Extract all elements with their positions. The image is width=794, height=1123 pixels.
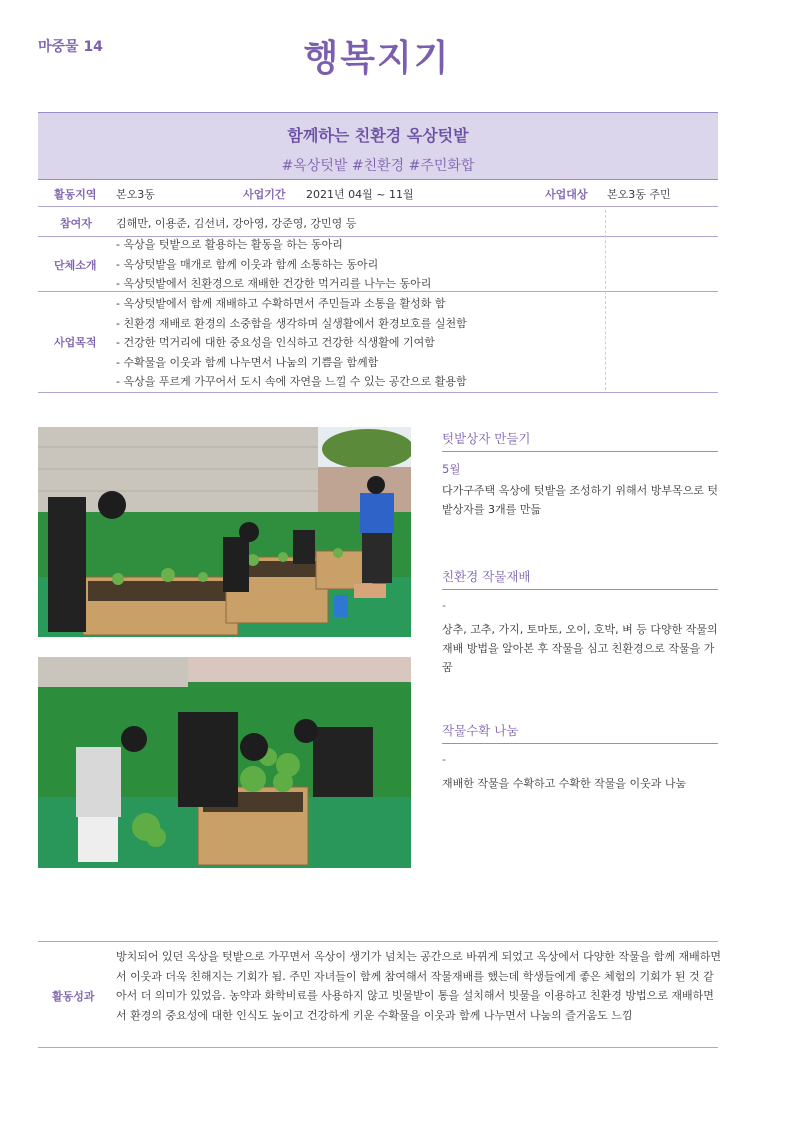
project-header	[38, 112, 718, 180]
target-label: 사업대상	[545, 188, 588, 201]
table-divider	[38, 392, 718, 393]
intro-line: - 옥상텃밭에서 친환경으로 재배한 건강한 먹거리를 나누는 동아리	[116, 277, 432, 290]
photo-crop-cultivation	[38, 657, 411, 868]
table-divider	[38, 291, 718, 292]
result-label: 활동성과	[52, 990, 95, 1003]
purpose-line: - 수확물을 이웃과 함께 나누면서 나눔의 기쁨을 함께함	[116, 355, 379, 369]
activity-rule	[442, 743, 718, 744]
result-divider-bottom	[38, 1047, 718, 1048]
intro-label: 단체소개	[54, 259, 97, 272]
activity-rule	[442, 451, 718, 452]
purpose-line: - 친환경 재배로 환경의 소중함을 생각하며 실생활에서 환경보호를 실천함	[116, 316, 467, 330]
photo-planter-boxes	[38, 427, 411, 637]
participants-value: 김해만, 이용준, 김선녀, 강아영, 강준영, 강민영 등	[116, 217, 357, 230]
intro-list	[116, 235, 431, 294]
activity-text: 상추, 고추, 가지, 토마토, 오이, 호박, 벼 등 다양한 작물의 재배 방법을 알아본 후 작물을 심고 친환경으로 작물을 가꿈	[442, 623, 718, 674]
activity-title: 텃밭상자 만들기	[442, 431, 531, 446]
project-title: 함께하는 친환경 옥상텃밭	[287, 126, 469, 145]
page-number: 마중물 14	[38, 39, 103, 55]
intro-line: - 옥상텃밭을 매개로 함께 이웃과 함께 소통하는 동아리	[116, 257, 379, 271]
purpose-line: - 옥상을 푸르게 가꾸어서 도시 속에 자연을 느낄 수 있는 공간으로 활용함	[116, 375, 467, 388]
activity-sub: 5월	[442, 462, 461, 476]
activity-title: 친환경 작물재배	[442, 569, 531, 584]
target-value: 본오3동 주민	[607, 188, 671, 201]
purpose-label: 사업목적	[54, 336, 97, 349]
project-hashtags: #옥상텃밭 #친환경 #주민화합	[281, 158, 475, 174]
purpose-line: - 건강한 먹거리에 대한 중요성을 인식하고 건강한 식생활에 기여함	[116, 336, 435, 349]
activity-sub: -	[442, 598, 447, 612]
area-label: 활동지역	[54, 188, 97, 201]
activity-text: 다가구주택 옥상에 텃밭을 조성하기 위해서 방부목으로 텃밭상자를 3개를 만듦	[442, 484, 719, 516]
activity-text: 재배한 작물을 수확하고 수확한 작물을 이웃과 나눔	[442, 777, 687, 790]
period-label: 사업기간	[243, 188, 286, 201]
period-value: 2021년 04월 ~ 11월	[306, 188, 414, 201]
result-text: 방치되어 있던 옥상을 텃밭으로 가꾸면서 옥상이 생기가 넘치는 공간으로 바뀌게 되었고 옥상에서 다양한 작물을 함께 재배하면서 이웃과 더욱 친해지는 기회가 됨. 주민 자녀들이 함께 참여해서 작물재배를 했는데 학생들에게 좋은 체험의 기회가 된 것 같아서 더 의미가 있었음. 농약과 화학비료를 사용하지 않고 빗물받이 통을 설치해서 빗물을 이용하고 친환경 방법으로 재배하면서 환경의 중요성에 대한 인식도 높이고 건강하게 키운 수확물을 이웃과 함께 나누면서 나눔의 즐거움도 느낌	[116, 950, 721, 1022]
activity-rule	[442, 589, 718, 590]
intro-line: - 옥상을 텃밭으로 활용하는 활동을 하는 동아리	[116, 238, 343, 251]
purpose-line: - 옥상텃밭에서 함께 재배하고 수확하면서 주민들과 소통을 활성화 함	[116, 297, 446, 310]
document-title: 행복지기	[303, 38, 451, 79]
column-divider	[605, 210, 606, 390]
participants-label: 참여자	[60, 217, 92, 230]
purpose-list	[116, 294, 467, 392]
activity-title: 작물수확 나눔	[442, 723, 519, 738]
area-value: 본오3동	[116, 188, 155, 201]
activity-sub: -	[442, 752, 447, 766]
result-divider-top	[38, 941, 718, 942]
table-divider	[38, 206, 718, 207]
